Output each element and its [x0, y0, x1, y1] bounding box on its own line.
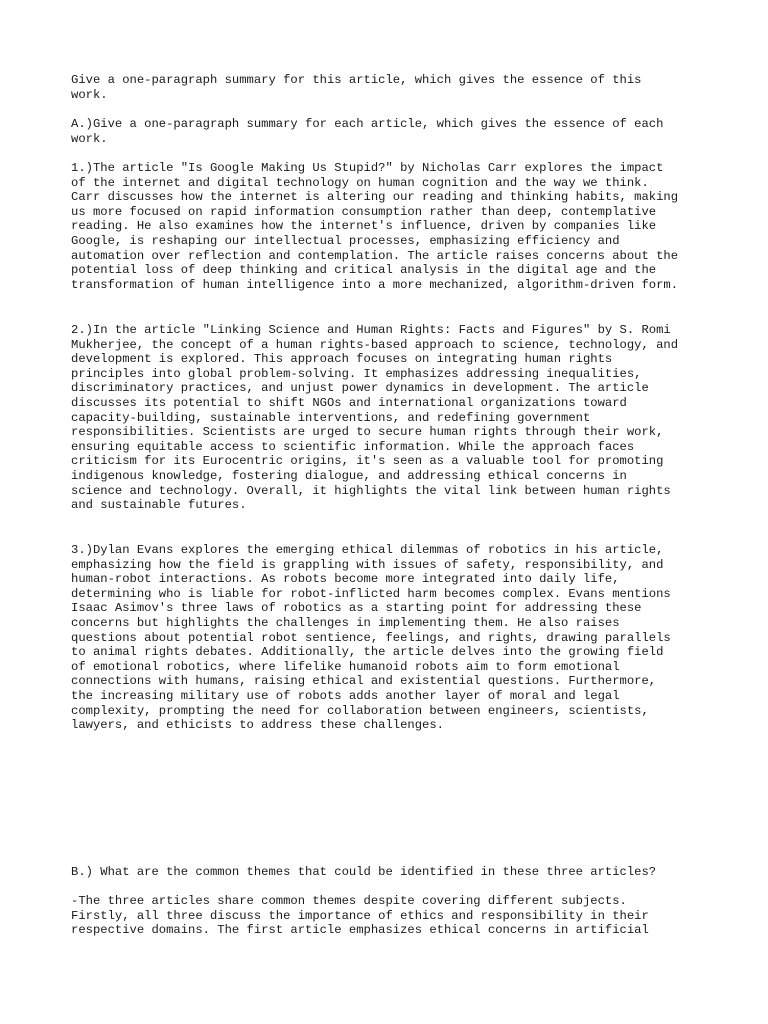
summary-article-3-line: concerns but highlights the challenges in implementing them. He also raises: [71, 616, 620, 630]
summary-article-3-line: human-robot interactions. As robots become more integrated into daily life,: [71, 572, 620, 587]
summary-article-1-line: Google, is reshaping our intellectual processes, emphasizing efficiency and: [71, 234, 620, 248]
summary-article-2-line: ensuring equitable access to scientific information. While the approach faces: [71, 439, 635, 454]
summary-article-1-line: 1.)The article "Is Google Making Us Stupid?" by Nicholas Carr explores the impact: [71, 161, 664, 175]
summary-article-3-line: the increasing military use of robots adds another layer of moral and legal: [71, 689, 620, 703]
summary-article-1-line: transformation of human intelligence into a more mechanized, algorithm-driven form.: [71, 277, 679, 292]
summary-article-3-line: connections with humans, raising ethical and existential questions. Furthermore,: [71, 674, 657, 689]
summary-article-2-line: Mukherjee, the concept of a human rights-based approach to science, technology, and: [71, 337, 679, 352]
summary-article-3-line: 3.)Dylan Evans explores the emerging ethical dilemmas of robotics in his article,: [71, 543, 664, 557]
summary-article-2-line: principles into global problem-solving. It emphasizes addressing inequalities,: [71, 366, 642, 381]
summary-article-3-line: Isaac Asimov's three laws of robotics as a starting point for addressing these: [71, 601, 642, 616]
summary-article-2-line: indigenous knowledge, fostering dialogue, and addressing ethical concerns in: [71, 469, 627, 483]
summary-article-1-line: reading. He also examines how the internet's influence, driven by companies like: [71, 219, 657, 234]
summary-article-2-line: capacity-building, sustainable interventions, and redefining government: [71, 410, 591, 425]
summary-article-2-line: 2.)In the article "Linking Science and Human Rights: Facts and Figures" by S. Romi: [71, 323, 671, 337]
summary-article-2-line: discusses its potential to shift NGOs and international organizations toward: [71, 396, 627, 410]
answer-b-line: -The three articles share common themes despite covering different subjects.: [71, 894, 627, 908]
summary-article-3-line: questions about potential robot sentience, feelings, and rights, drawing parallels: [71, 630, 671, 645]
summary-article-1-line: potential loss of deep thinking and critical analysis in the digital age and the: [71, 263, 657, 278]
intro-prompt-line: Give a one-paragraph summary for this article, which gives the essence of this: [71, 73, 642, 87]
summary-article-2-line: criticism for its Eurocentric origins, it's seen as a valuable tool for promoting: [71, 454, 664, 469]
summary-article-3-line: determining who is liable for robot-inflicted harm becomes complex. Evans mentions: [71, 586, 671, 601]
summary-article-3-line: emphasizing how the field is grappling with issues of safety, responsibility, and: [71, 557, 664, 572]
summary-article-2-line: science and technology. Overall, it highlights the vital link between human rights: [71, 483, 671, 498]
answer-b-line: Firstly, all three discuss the importance of ethics and responsibility in their: [71, 908, 649, 923]
intro-prompt-line: work.: [71, 87, 108, 102]
question-a-line: work.: [71, 131, 108, 146]
summary-article-2-line: responsibilities. Scientists are urged to secure human rights through their work,: [71, 425, 664, 440]
summary-article-1-line: of the internet and digital technology on human cognition and the way we think.: [71, 175, 649, 190]
summary-article-1-line: automation over reflection and contemplation. The article raises concerns about the: [71, 248, 679, 263]
summary-article-2-line: and sustainable futures.: [71, 498, 247, 513]
summary-article-1-line: Carr discusses how the internet is altering our reading and thinking habits, making: [71, 190, 679, 205]
summary-article-3-line: lawyers, and ethicists to address these challenges.: [71, 718, 444, 733]
summary-article-1-line: us more focused on rapid information consumption rather than deep, contemplative: [71, 204, 657, 219]
summary-article-3-line: to animal rights debates. Additionally, the article delves into the growing field: [71, 645, 664, 660]
summary-article-3-line: of emotional robotics, where lifelike humanoid robots aim to form emotional: [71, 659, 620, 674]
answer-b-line: respective domains. The first article emphasizes ethical concerns in artificial: [71, 923, 649, 938]
summary-article-3-line: complexity, prompting the need for collaboration between engineers, scientists,: [71, 703, 649, 718]
summary-article-2-line: discriminatory practices, and unjust power dynamics in development. The article: [71, 381, 649, 396]
question-b-line: B.) What are the common themes that could be identified in these three articles?: [71, 865, 657, 879]
summary-article-2-line: development is explored. This approach focuses on integrating human rights: [71, 352, 613, 367]
question-a-line: A.)Give a one-paragraph summary for each article, which gives the essence of each: [71, 117, 664, 131]
